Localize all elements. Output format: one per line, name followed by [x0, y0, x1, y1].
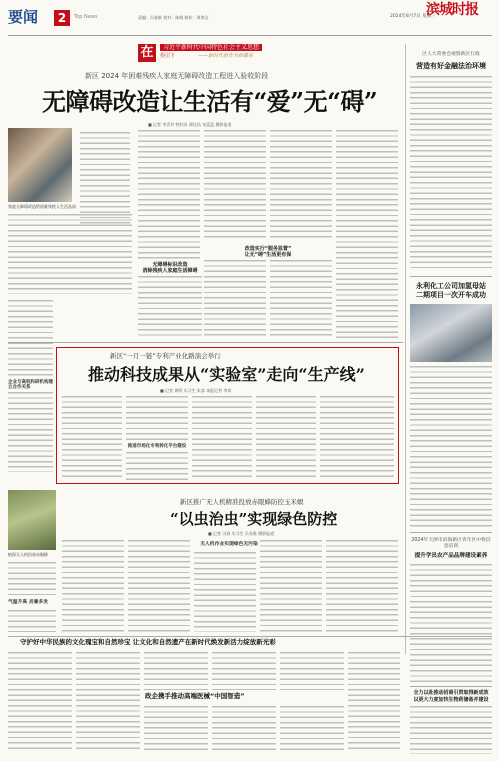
bottom-col-2: [76, 652, 140, 752]
lead-kicker: 新区 2024 年困难残疾人家庭无障碍改造工程进入验收阶段: [85, 72, 269, 80]
green-col-4: [260, 540, 322, 632]
feature-kicker: 新区“一月一链”专利产业化路演会举行: [110, 352, 221, 360]
section-name: 要闻: [8, 8, 39, 26]
right-item1-kicker: 区人大常委会视察新区行政: [422, 52, 480, 57]
lead-col-4: [270, 130, 332, 240]
feature-col-1: [62, 396, 122, 480]
right-item2-title: 永利化工公司加氢母站 二期项目一次开车成功: [416, 282, 486, 299]
green-col-1: [62, 540, 124, 632]
lead-col-0: [80, 132, 130, 224]
right-divider-1: [410, 276, 492, 277]
issue-date: 2024年8月7日 星期三: [390, 14, 436, 19]
lead-col-2: [138, 130, 200, 260]
right-item2-photo: [410, 304, 492, 362]
green-col-2: [128, 540, 190, 632]
masthead: [8, 2, 492, 36]
lead-col-2b: [138, 276, 202, 338]
green-byline: ■ 记者 冯春 实习生 乐苏维 摄影报道: [208, 531, 275, 536]
banner-line3: ——新时代新作为新篇章: [198, 53, 254, 59]
lead-photo-1-caption: 家庭无障碍改造给困难残疾人生活品质: [8, 204, 76, 209]
right-item1-body: [410, 76, 492, 272]
feature-subhead-left: 企业与高校科研机构建立合作关系: [8, 380, 53, 390]
lead-headline: 无障碍改造让生活有“爱”无“碍”: [42, 87, 378, 116]
newspaper-logo: 滨城时报: [426, 2, 478, 18]
feature-col-5: [320, 396, 394, 480]
bottom-col-3: [144, 652, 208, 690]
green-col-left-b: [8, 610, 56, 632]
bottom-col-1: [8, 652, 72, 752]
right-item4-title: 全力以赴推动招商引资取得新成效 以更大力度加快生物药储备并建设: [413, 690, 489, 703]
lead-col-1: [8, 214, 132, 294]
bottom-col-6: [348, 652, 400, 752]
right-item1-title: 营造有好金融法治环境: [416, 62, 486, 70]
feature-headline: 推动科技成果从“实验室”走向“生产线”: [88, 365, 365, 384]
right-item2-body: [410, 366, 492, 528]
editors-line: 责编：冯春群 校对：陈晓 制作：周海宝: [138, 15, 209, 20]
lead-col-3b: [204, 260, 266, 338]
green-photo-caption: 植保无人机投放赤眼蜂: [8, 552, 48, 557]
banner-zai: 在: [138, 44, 156, 62]
right-item3-kicker: 2024年天津市滨海新区青年区中班信息培训: [411, 538, 491, 549]
green-headline: “以虫治虫”实现绿色防控: [170, 510, 338, 528]
bottom-col-3b: [144, 706, 208, 752]
lead-subhead-1: 无障碍标识改造 消除残疾人家庭生活障碍: [142, 262, 198, 274]
lead-photo-1: [8, 128, 72, 202]
feature-col-3: [192, 396, 252, 480]
lead-col-3: [204, 130, 266, 240]
right-divider-2: [410, 532, 492, 533]
right-divider-3: [410, 686, 492, 687]
green-col-5: [326, 540, 398, 632]
green-side-title: 气温升高 炎暑多发: [8, 600, 49, 605]
right-column-divider: [405, 44, 406, 654]
feature-subhead-mid: 推进市场化专利转化平台建设: [127, 444, 187, 449]
lead-col-4b: [270, 260, 332, 338]
green-col-left: [8, 562, 56, 598]
lead-col-5: [336, 130, 398, 338]
right-item3-title: 提升学员农产品品牌建设素养: [414, 553, 488, 559]
green-col-3: [194, 552, 256, 632]
left-col-b: [8, 392, 53, 472]
bottom-sub-title: 政企携手推动高端医械“中国智造”: [145, 692, 245, 700]
left-col-a: [8, 300, 53, 378]
feature-col-4: [256, 396, 316, 480]
bottom-wide-title: 守护好中华民族的文化瑰宝和自然珍宝 让文化和自然遗产在新时代焕发新活力绽放新光彩: [20, 638, 276, 646]
feature-col-2b: [126, 452, 188, 480]
right-item3-body: [410, 564, 492, 682]
section-name-en: Top News: [74, 14, 98, 20]
green-photo: [8, 490, 56, 550]
green-subhead: 无人机作业实现绿色无污染: [200, 542, 258, 547]
divider-lead: [8, 342, 403, 343]
banner-line1: 习近平新时代中国特色社会主义思想: [160, 44, 262, 51]
green-kicker: 新区推广无人机精准投放赤眼蜂防控玉米螟: [180, 498, 304, 506]
lead-byline: ■ 记者 李青玲 特约员 谭佳昌 宋蓝蓝 摄影报道: [148, 122, 232, 127]
right-item4-body: [410, 706, 492, 754]
bottom-col-5b: [280, 706, 344, 752]
banner-line2: 指引下: [160, 53, 176, 59]
bottom-col-4b: [212, 706, 276, 752]
bottom-col-5: [280, 652, 344, 690]
lead-subhead-2: 改造实行“服务监督” 让无“碍”生活更有保: [244, 246, 292, 258]
page-number: 2: [54, 10, 70, 26]
bottom-col-4: [212, 652, 276, 690]
feature-byline: ■ 记者 黄明 实习生 朱睿 本报记者 李真: [160, 388, 232, 393]
theme-banner: [138, 44, 278, 66]
feature-col-2: [126, 396, 188, 442]
